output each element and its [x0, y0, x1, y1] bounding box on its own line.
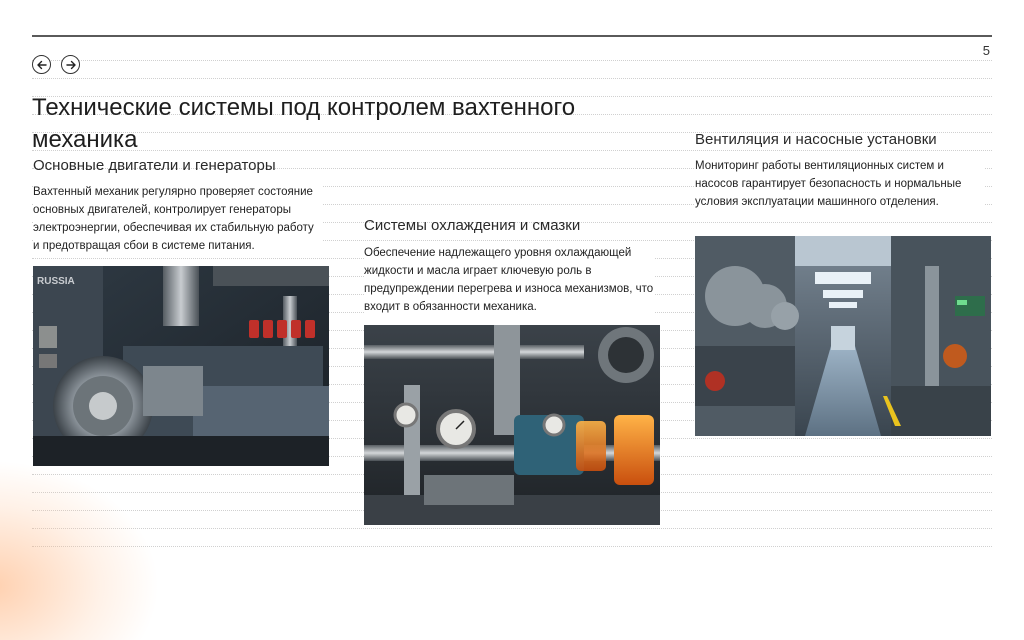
cooling-text: Обеспечение надлежащего уровня охлаждающей жидкости и масла играет ключевую роль в предупреждении перегрева и износа механизмов, что входит в обязанности механика. [364, 244, 654, 316]
forward-button[interactable] [61, 55, 80, 74]
page-number: 5 [982, 43, 990, 58]
slide-title: Технические системы под контролем вахтенного механика [32, 94, 576, 153]
cooling-heading: Системы охлаждения и смазки [364, 217, 581, 234]
arrow-left-icon [36, 59, 48, 71]
ventilation-text: Мониторинг работы вентиляционных систем и насосов гарантирует безопасность и нормальные условия эксплуатации машинного отделения. [695, 157, 985, 211]
cooling-system-image [364, 325, 660, 525]
back-button[interactable] [32, 55, 51, 74]
engine-room-image [33, 266, 329, 466]
engines-heading: Основные двигатели и генераторы [33, 157, 276, 174]
engines-text: Вахтенный механик регулярно проверяет состояние основных двигателей, контролирует генераторы электроэнергии, обеспечивая их стабильную работу и предотвращая сбои в системе питания. [33, 183, 323, 255]
ventilation-heading: Вентиляция и насосные установки [695, 131, 937, 148]
top-divider [32, 35, 992, 37]
image-label: RUSSIA [37, 276, 75, 287]
ventilation-image [695, 236, 991, 436]
arrow-right-icon [65, 59, 77, 71]
decorative-glow [0, 460, 160, 640]
